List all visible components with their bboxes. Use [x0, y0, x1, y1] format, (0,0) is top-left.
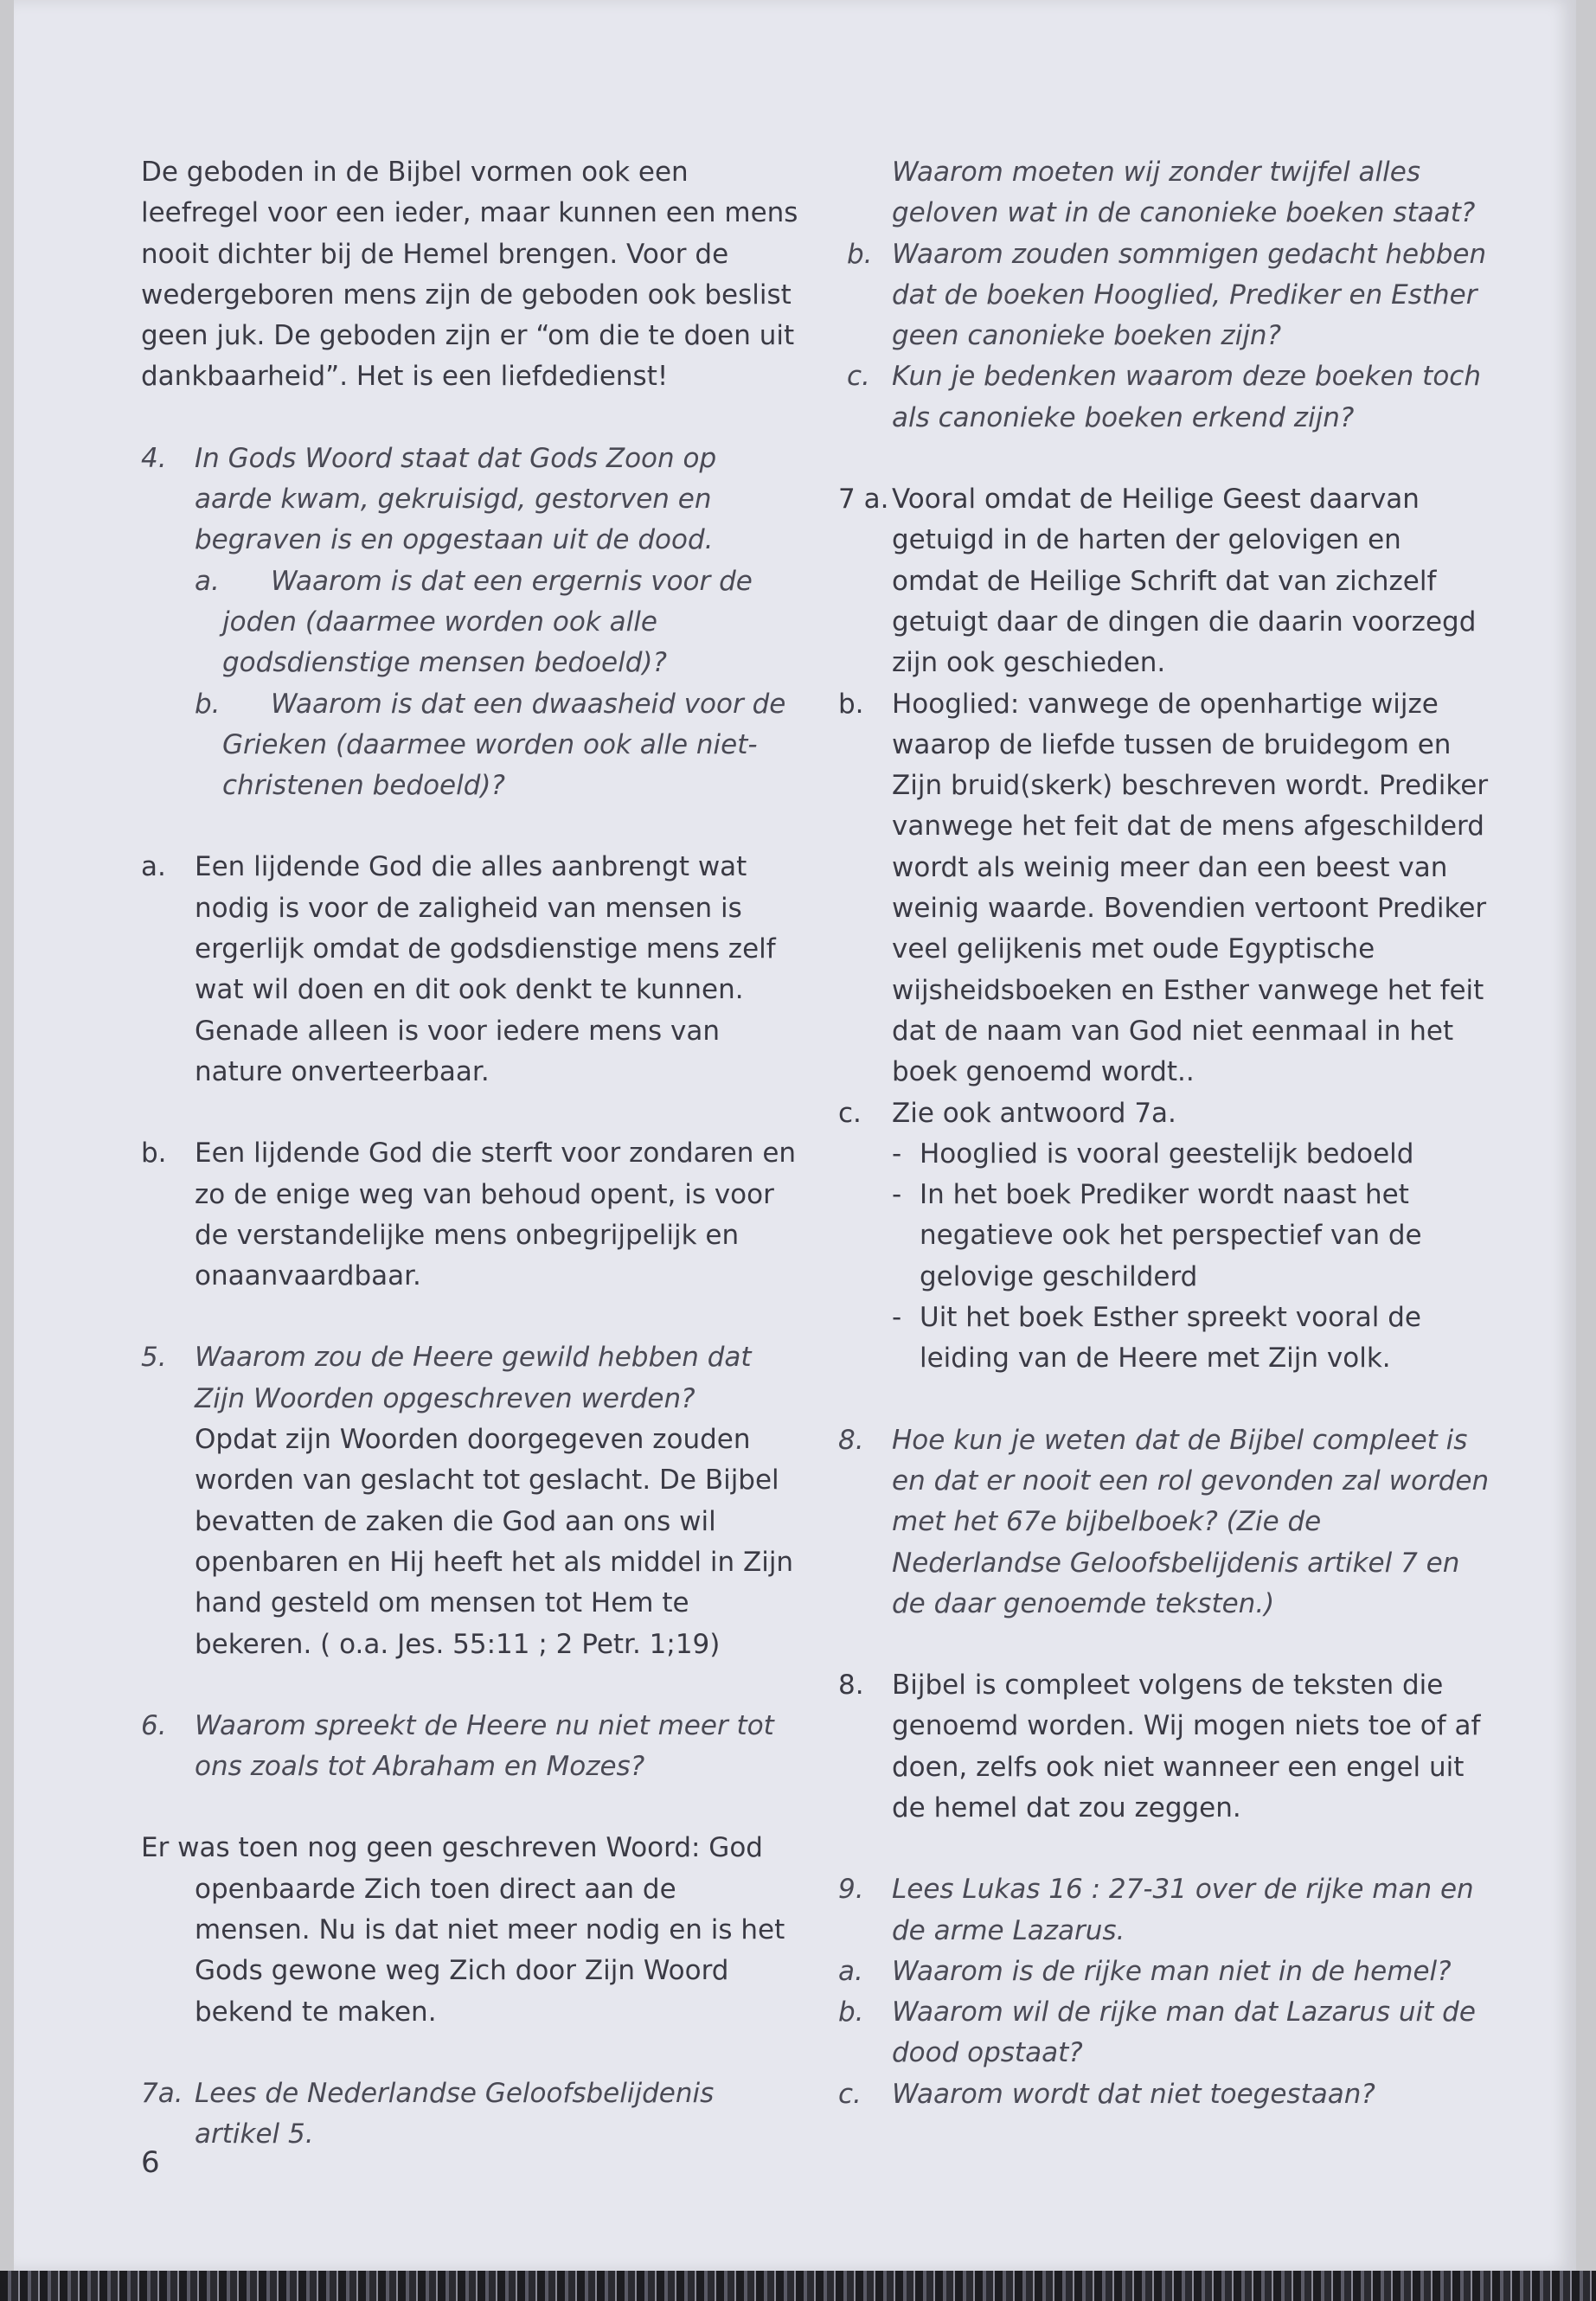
- answer-8: 8. Bijbel is compleet volgens de teksten die genoemd worden. Wij mogen niets toe of af doen, zelfs ook niet wanneer een engel uit de hemel dat zou zeggen.: [838, 1670, 1481, 1823]
- answer-7c: c. Zie ook antwoord 7a.: [838, 1097, 1176, 1129]
- answer-5: Opdat zijn Woorden doorgegeven zouden worden van geslacht tot geslacht. De Bijbel bevatten de zaken die God aan ons wil openbaren en Hij heeft het als middel in Zijn hand gesteld om mensen tot Hem te bekeren. ( o.a. Jes. 55:11 ; 2 Petr. 1;19): [195, 1424, 794, 1660]
- question-4b: b. Waarom is dat een dwaasheid voor de Grieken (daarmee worden ook alle niet-christenen bedoeld)?: [195, 688, 786, 802]
- question-5: 5. Waarom zou de Heere gewild hebben dat Zijn Woorden opgeschreven werden? Opdat zijn Woorden doorgegeven zouden worden van geslacht tot geslacht. De Bijbel bevatten de zaken die God aan ons wil openbaren en Hij heeft het als middel in Zijn hand gesteld om mensen tot Hem te bekeren. ( o.a. Jes. 55:11 ; 2 Petr. 1;19): [141, 1337, 798, 1664]
- left-column: [141, 152, 798, 2155]
- question-6: 6. Waarom spreekt de Heere nu niet meer tot ons zoals tot Abraham en Mozes?: [141, 1709, 774, 1783]
- question-7: 7a. Lees de Nederlandse Geloofsbelijdenis artikel 5.: [141, 2077, 715, 2150]
- right-column: [838, 152, 1496, 2115]
- question-4: 4. In Gods Woord staat dat Gods Zoon op aarde kwam, gekruisigd, gestorven en begraven is en opgestaan uit de dood. a. Waarom is dat een ergernis voor de joden (daarmee worden ook alle godsdienstige mensen bedoeld)? b. Waarom is dat een dwaasheid voor de Grieken (daarmee worden ook alle niet-christenen bedoeld)?: [141, 439, 798, 807]
- binding-edge: [0, 2271, 1596, 2301]
- question-4a: a. Waarom is dat een ergernis voor de joden (daarmee worden ook alle godsdienstige mensen bedoeld)?: [195, 565, 753, 679]
- page-number: 6: [141, 2145, 160, 2180]
- answer-6: openbaarde Zich toen direct aan de mensen. Nu is dat niet meer nodig en is het Gods gewone weg Zich door Zijn Woord bekend te maken.: [195, 1873, 785, 2028]
- answer-7a: 7 a. Vooral omdat de Heilige Geest daarvan getuigd in de harten der gelovigen en omdat de Heilige Schrift dat van zichzelf getuigt daar de dingen die daarin voorzegd zijn ook geschieden.: [838, 484, 1477, 679]
- question-7-continued: Waarom moeten wij zonder twijfel alles geloven wat in de canonieke boeken staat?: [892, 157, 1476, 229]
- answer-7c-item-3: - Uit het boek Esther spreekt vooral de leiding van de Heere met Zijn volk.: [892, 1302, 1422, 1375]
- answer-4a: a. Een lijdende God die alles aanbrengt wat nodig is voor de zaligheid van mensen is ergerlijk omdat de godsdienstige mens zelf wat wil doen en dit ook denkt te kunnen. Genade alleen is voor iedere mens van nature onverteerbaar.: [141, 851, 776, 1087]
- answer-7c-item-2: - In het boek Prediker wordt naast het negatieve ook het perspectief van de gelovige geschilderd: [892, 1179, 1422, 1292]
- question-9a: a. Waarom is de rijke man niet in de hemel?: [838, 1955, 1452, 1987]
- question-7c: c. Kun je bedenken waarom deze boeken toch als canonieke boeken erkend zijn?: [847, 361, 1481, 433]
- intro-paragraph: De geboden in de Bijbel vormen ook een leefregel voor een ieder, maar kunnen een mens nooit dichter bij de Hemel brengen. Voor de wedergeboren mens zijn de geboden ook beslist geen juk. De geboden zijn er “om die te doen uit dankbaarheid”. Het is een liefdedienst!: [141, 157, 798, 393]
- answer-4b: b. Een lijdende God die sterft voor zondaren en zo de enige weg van behoud opent, is voor de verstandelijke mens onbegrijpelijk en onaanvaardbaar.: [141, 1138, 797, 1292]
- answer-6-first-line: Er was toen nog geen geschreven Woord: God: [141, 1832, 763, 1864]
- question-7b: b. Waarom zouden sommigen gedacht hebben dat de boeken Hooglied, Prediker en Esther geen canonieke boeken zijn?: [847, 238, 1487, 352]
- question-9: 9. Lees Lukas 16 : 27-31 over de rijke man en de arme Lazarus.: [838, 1874, 1474, 1946]
- answer-7b: b. Hooglied: vanwege de openhartige wijze waarop de liefde tussen de bruidegom en Zijn bruid(skerk) beschreven wordt. Prediker vanwege het feit dat de mens afgeschilderd wordt als weinig meer dan een beest van weinig waarde. Bovendien vertoont Prediker veel gelijkenis met oude Egyptische wijsheidsboeken en Esther vanwege het feit dat de naam van God niet eenmaal in het boek genoemd wordt..: [838, 688, 1489, 1088]
- question-9c: c. Waarom wordt dat niet toegestaan?: [838, 2078, 1375, 2110]
- question-9b: b. Waarom wil de rijke man dat Lazarus uit de dood opstaat?: [838, 1997, 1476, 2069]
- question-8: 8. Hoe kun je weten dat de Bijbel compleet is en dat er nooit een rol gevonden zal worden met het 67e bijbelboek? (Zie de Nederlandse Geloofsbelijdenis artikel 7 en de daar genoemde teksten.): [838, 1424, 1490, 1619]
- answer-7c-item-1: - Hooglied is vooral geestelijk bedoeld: [892, 1138, 1414, 1170]
